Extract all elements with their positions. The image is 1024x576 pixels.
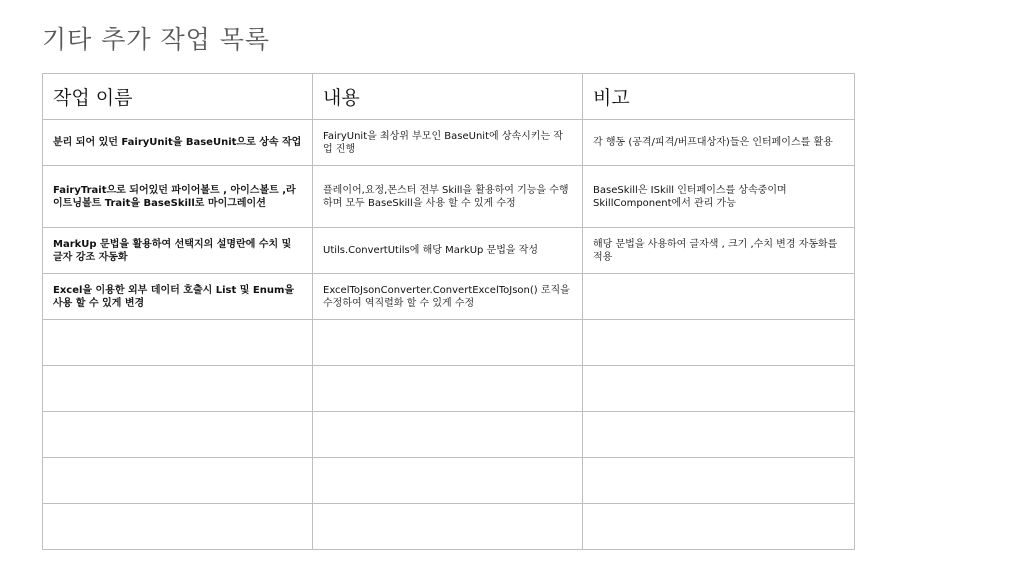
task-name-cell	[43, 366, 313, 412]
table-header-row	[43, 74, 855, 120]
note-cell: 해당 문법을 사용하여 글자색 , 크기 ,수치 변경 자동화를 적용	[583, 228, 855, 274]
content-cell: ExcelToJsonConverter.ConvertExcelToJson() 로직을 수정하여 역직렬화 할 수 있게 수정	[313, 274, 583, 320]
header-note: 비고	[583, 74, 855, 120]
table-row	[43, 274, 855, 320]
task-name-cell: MarkUp 문법을 활용하여 선택지의 설명란에 수치 및 글자 강조 자동화	[43, 228, 313, 274]
task-name-cell	[43, 320, 313, 366]
content-cell	[313, 504, 583, 550]
note-cell	[583, 366, 855, 412]
task-name-cell: Excel을 이용한 외부 데이터 호출시 List 및 Enum을 사용 할 수 있게 변경	[43, 274, 313, 320]
note-cell: 각 행동 (공격/피격/버프대상자)들은 인터페이스를 활용	[583, 120, 855, 166]
note-cell	[583, 320, 855, 366]
content-cell: FairyUnit을 최상위 부모인 BaseUnit에 상속시키는 작업 진행	[313, 120, 583, 166]
table-row	[43, 228, 855, 274]
content-cell: 플레이어,요정,몬스터 전부 Skill을 활용하여 기능을 수행하며 모두 BaseSkill을 사용 할 수 있게 수정	[313, 166, 583, 228]
content-cell: Utils.ConvertUtils에 해당 MarkUp 문법을 작성	[313, 228, 583, 274]
table-row-empty	[43, 320, 855, 366]
note-cell	[583, 458, 855, 504]
content-cell	[313, 458, 583, 504]
content-cell	[313, 366, 583, 412]
note-cell	[583, 412, 855, 458]
task-name-cell	[43, 412, 313, 458]
table-row	[43, 166, 855, 228]
table-row-empty	[43, 458, 855, 504]
page-title: 기타 추가 작업 목록	[42, 25, 271, 54]
note-cell	[583, 504, 855, 550]
table-row	[43, 120, 855, 166]
content-cell	[313, 412, 583, 458]
header-content: 내용	[313, 74, 583, 120]
content-cell	[313, 320, 583, 366]
table-row-empty	[43, 504, 855, 550]
table-row-empty	[43, 412, 855, 458]
task-name-cell: 분리 되어 있던 FairyUnit을 BaseUnit으로 상속 작업	[43, 120, 313, 166]
table-row-empty	[43, 366, 855, 412]
task-name-cell	[43, 458, 313, 504]
note-cell	[583, 274, 855, 320]
task-name-cell	[43, 504, 313, 550]
header-task-name: 작업 이름	[43, 74, 313, 120]
note-cell: BaseSkill은 ISkill 인터페이스를 상속중이며 SkillComponent에서 관리 가능	[583, 166, 855, 228]
task-table	[42, 73, 855, 550]
task-name-cell: FairyTrait으로 되어있던 파이어볼트 , 아이스볼트 ,라이트닝볼트 Trait을 BaseSkill로 마이그레이션	[43, 166, 313, 228]
